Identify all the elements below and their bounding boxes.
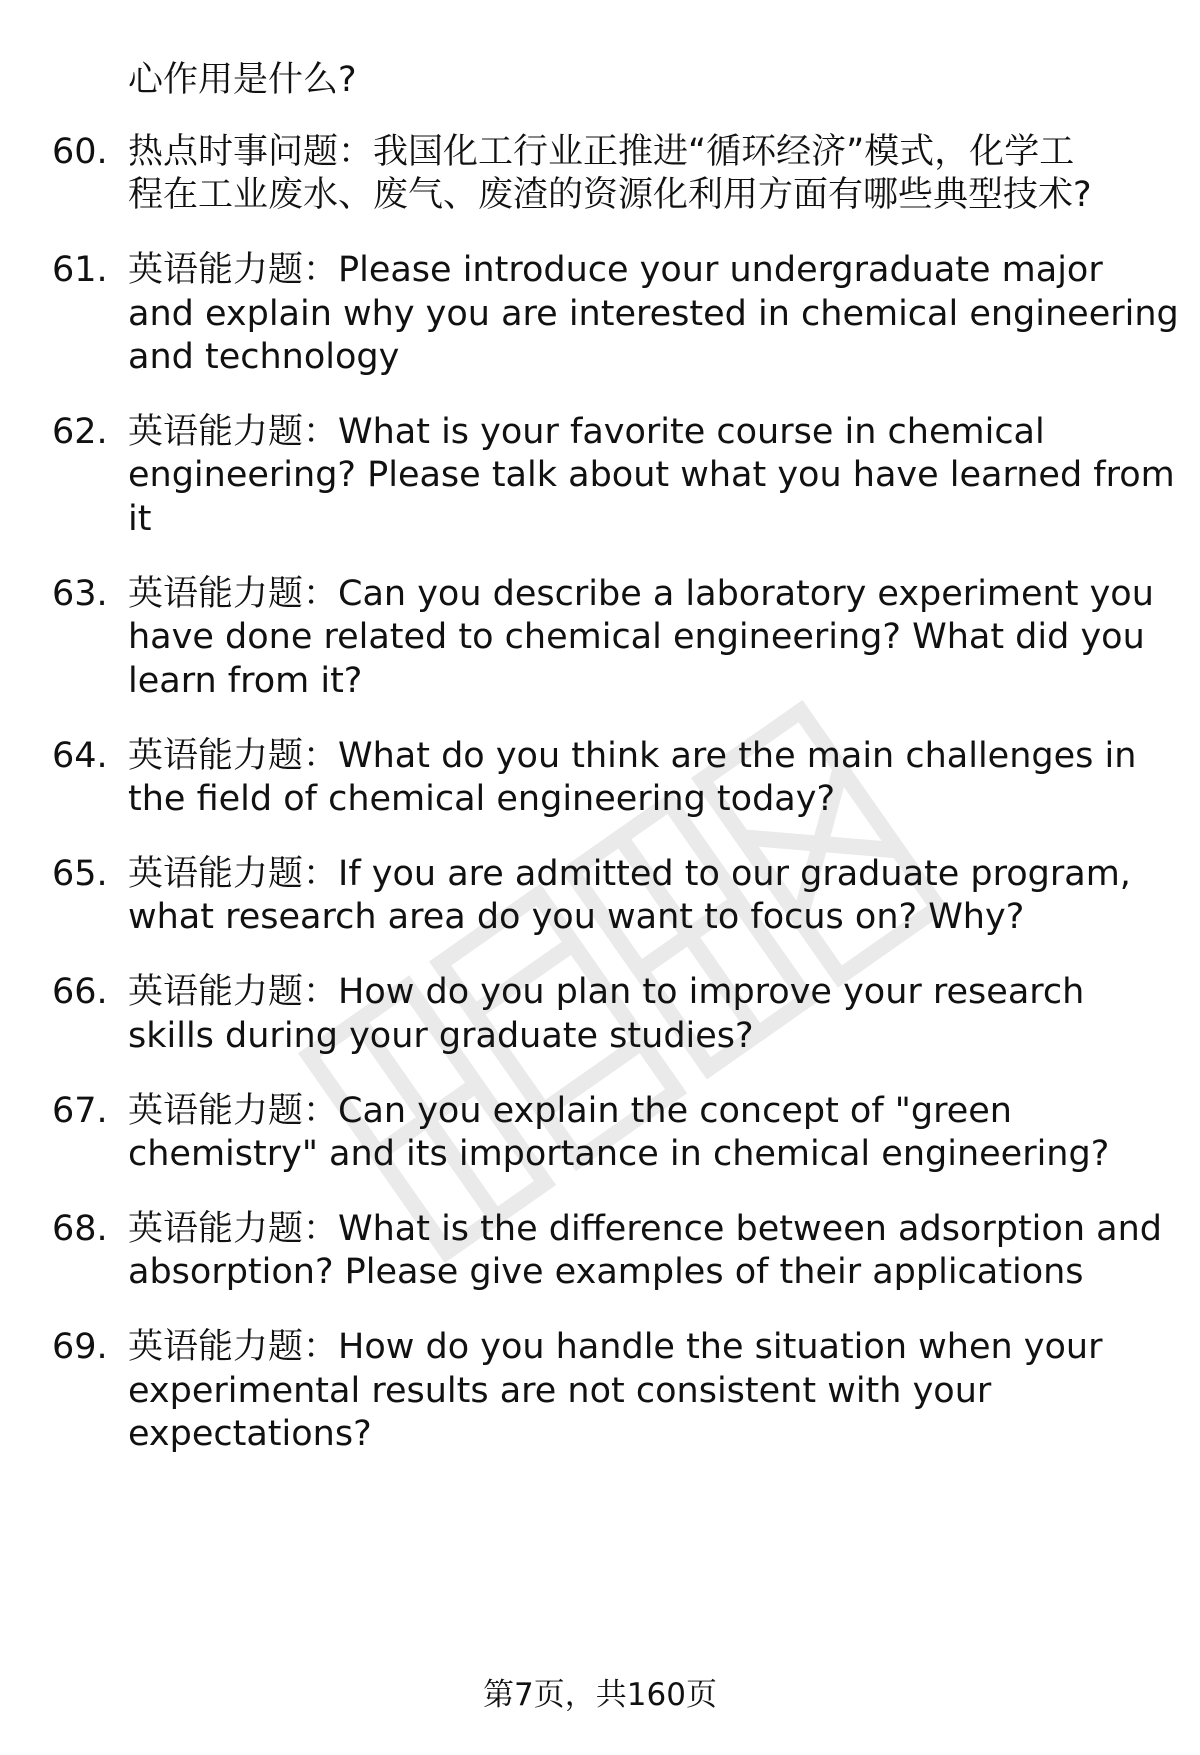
question-text-line: 程在工业废水、废气、废渣的资源化利用方面有哪些典型技术? [128,175,1092,215]
question-number: 68. [52,1209,108,1249]
question-text-line: experimental results are not consistent with your [128,1371,992,1411]
question-number: 61. [52,250,108,290]
question-number: 69. [52,1327,108,1367]
question-text-line: 英语能力题：If you are admitted to our graduate program, [128,854,1131,894]
question-text-line: 热点时事问题：我国化工行业正推进“循环经济”模式，化学工 [128,132,1075,172]
question-number: 66. [52,972,108,1012]
question-text-line: absorption? Please give examples of their applications [128,1252,1084,1292]
question-text-line: 英语能力题：How do you handle the situation when your [128,1327,1103,1367]
question-number: 67. [52,1091,108,1131]
question-text-line: what research area do you want to focus on? Why? [128,897,1025,937]
question-number: 65. [52,854,108,894]
question-text-line: the field of chemical engineering today? [128,779,836,819]
question-text-line: 英语能力题：What do you think are the main challenges in [128,736,1137,776]
question-number: 60. [52,132,108,172]
question-text-line: it [128,499,152,539]
question-number: 62. [52,412,108,452]
question-text-line: chemistry" and its importance in chemical engineering? [128,1134,1110,1174]
question-text-line: 英语能力题：Can you describe a laboratory experiment you [128,574,1154,614]
question-number: 63. [52,574,108,614]
question-text-line: skills during your graduate studies? [128,1016,754,1056]
page-footer: 第7页，共160页 [483,1677,717,1713]
question-text-line: and explain why you are interested in chemical engineering [128,294,1179,334]
question-text-line: 英语能力题：Can you explain the concept of "green [128,1091,1012,1131]
question-text-line: and technology [128,337,400,377]
question-text-line: 英语能力题：What is your favorite course in chemical [128,412,1045,452]
question-text-line: 英语能力题：Please introduce your undergraduate major [128,250,1103,290]
question-text-line: 英语能力题：How do you plan to improve your research [128,972,1085,1012]
question-text-line: learn from it? [128,661,363,701]
question-text-line: have done related to chemical engineering? What did you [128,617,1145,657]
question-text-line: 英语能力题：What is the difference between adsorption and [128,1209,1162,1249]
question-text-line: expectations? [128,1414,372,1454]
question-number: 64. [52,736,108,776]
continuation-text: 心作用是什么? [128,60,357,100]
question-text-line: engineering? Please talk about what you have learned from [128,455,1175,495]
